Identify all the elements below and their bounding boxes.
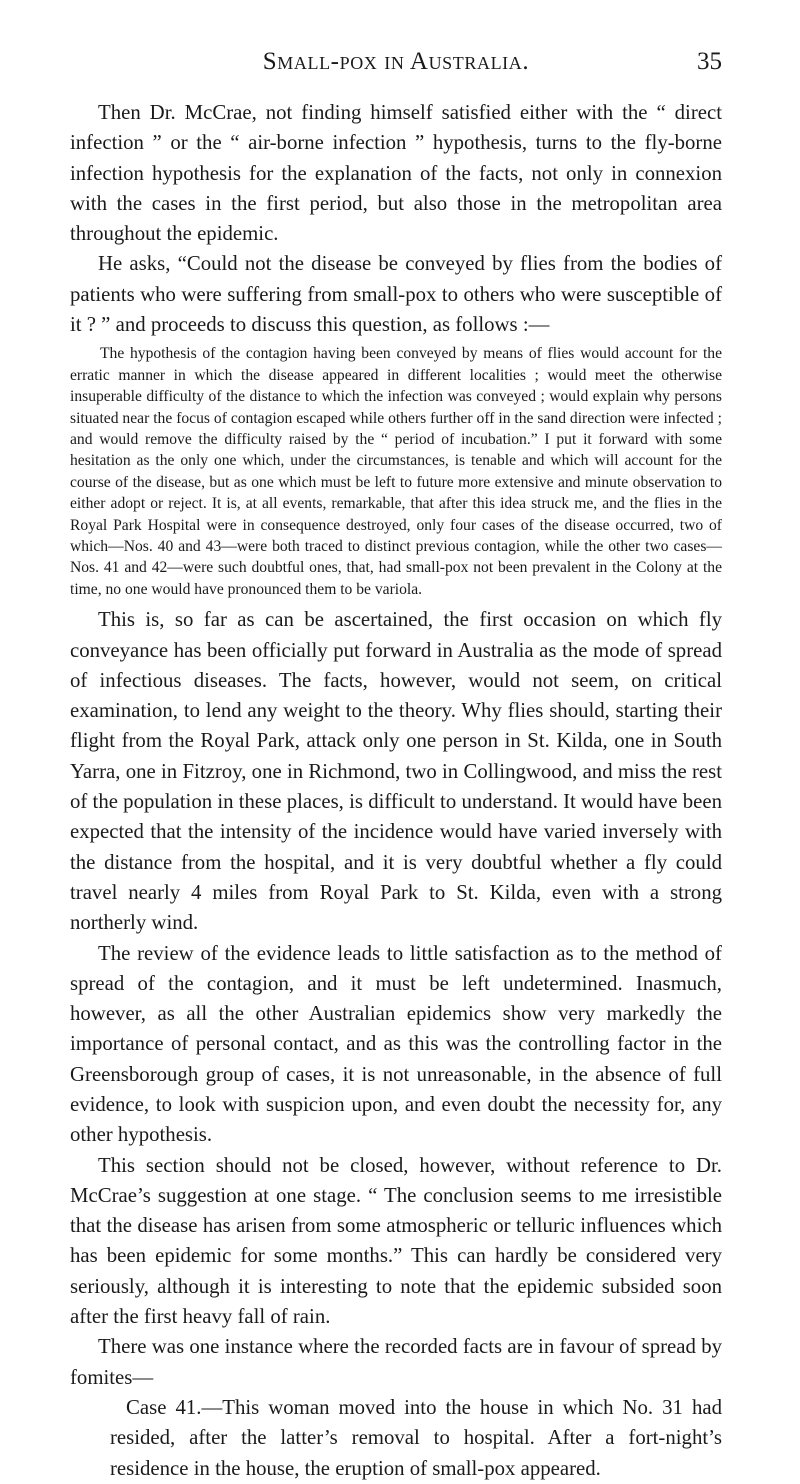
paragraph: This section should not be closed, however, without reference to Dr. McCrae’s suggestion at one stage. “ The conclusion seems to me irresistible that the disease has arisen from some atmospheric or telluric influences which has been epidemic for some months.” This can hardly be considered very seriously, although it is interesting to note that the epidemic subsided soon after the first heavy fall of rain. <box>70 1153 722 1329</box>
paragraph: The review of the evidence leads to little satisfaction as to the method of spread of the contagion, and it must be left undetermined. Inasmuch, however, as all the other Australian epidemics show very markedly the importance of personal contact, and as this was the controlling factor in the Greensborough group of cases, it is not unreasonable, in the absence of full evidence, to look with suspicion upon, and even doubt the necessity for, any other hypothesis. <box>70 941 722 1147</box>
paragraph: Then Dr. McCrae, not finding himself satisfied either with the “ direct infection ” or the “ air-borne infection ” hypothesis, turns to the fly-borne infection hypothesis for the explanation of the facts, not only in connexion with the cases in the first period, but also those in the metropolitan area throughout the epidemic. <box>70 101 722 246</box>
running-title: Small-pox in Australia. <box>262 48 530 75</box>
block-quote: The hypothesis of the contagion having been conveyed by means of flies would account for the erratic manner in which the disease appeared in different localities ; would meet the otherwise insuperable difficulty of the distance to which the infection was conveyed ; would explain why persons situated near the focus of contagion escaped while others further off in the sand direction were infected ; and would remove the difficulty raised by the “ period of incubation.” I put it forward with some hesitation as the only one which, under the circumstances, is tenable and which will account for the course of the disease, but as one which must be left to future more extensive and minute observation to either adopt or reject. It is, at all events, remarkable, that after this idea struck me, and the flies in the Royal Park Hospital were in consequence destroyed, only four cases of the disease occurred, two of which—Nos. 40 and 43—were both traced to distinct previous contagion, while the other two cases—Nos. 41 and 42—were such doubtful ones, that, had small-pox not been prevalent in the Colony at the time, no one would have pronounced them to be variola. <box>70 345 722 598</box>
paragraph: He asks, “Could not the disease be conveyed by flies from the bodies of patients who were suffering from small-pox to others who were susceptible of it ? ” and proceeds to discuss this question, as follows :— <box>70 252 722 337</box>
paragraph: This is, so far as can be ascertained, the first occasion on which fly conveyance has been officially put forward in Australia as the mode of spread of infectious diseases. The facts, however, would not seem, on critical examination, to lend any weight to the theory. Why flies should, starting their flight from the Royal Park, attack only one person in St. Kilda, one in South Yarra, one in Fitzroy, one in Richmond, two in Collingwood, and miss the rest of the population in these places, is difficult to understand. It would have been expected that the intensity of the incidence would have varied inversely with the distance from the hospital, and it is very doubtful whether a fly could travel nearly 4 miles from Royal Park to St. Kilda, even with a strong northerly wind. <box>70 608 722 935</box>
case-note: Case 41.—This woman moved into the house in which No. 31 had resided, after the latter’s removal to hospital. After a fort-night’s residence in the house, the eruption of small-pox appeared. <box>110 1395 722 1480</box>
page-header <box>70 48 722 88</box>
body-text <box>70 98 722 1484</box>
paragraph: There was one instance where the recorded facts are in favour of spread by fomites— <box>70 1335 722 1389</box>
page-number: 35 <box>697 48 722 75</box>
